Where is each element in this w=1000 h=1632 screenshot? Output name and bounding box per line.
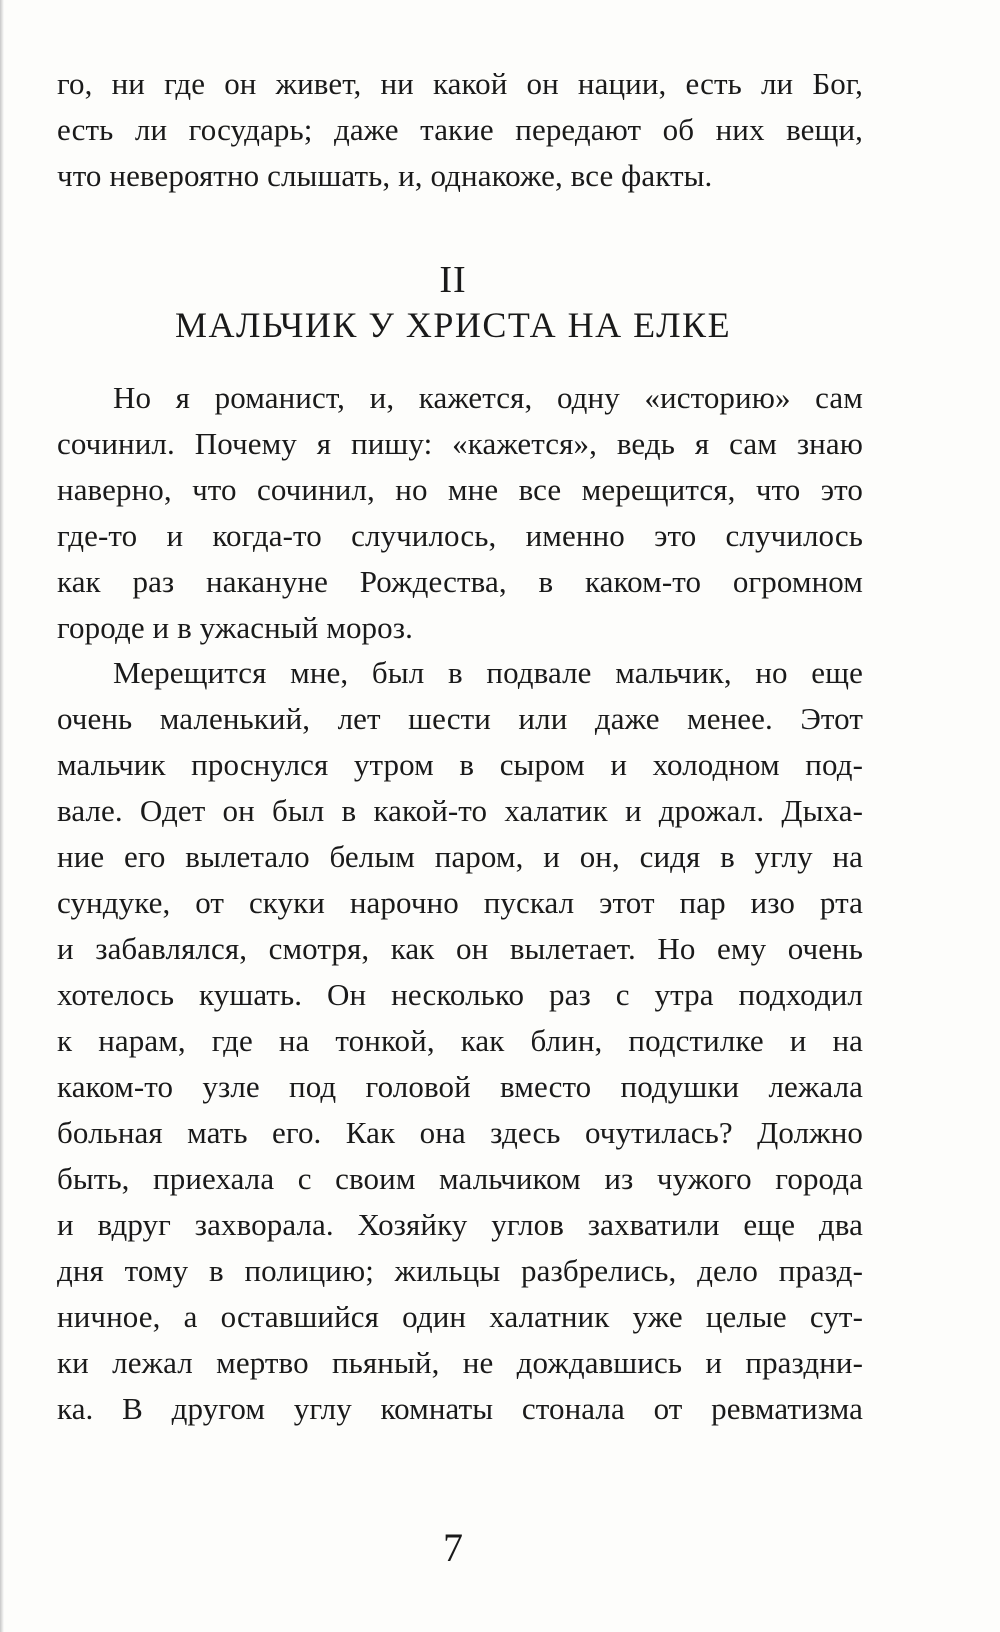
paragraph1-line: сочинил. Почему я пишу: «кажется», ведь я сам знаю [57,426,863,461]
intro-line: го, ни где он живет, ни какой он нации, есть ли Бог, [57,66,863,101]
paragraph1-line: городе и в ужасный мороз. [57,610,413,645]
paragraph2-line: ка. В другом углу комнаты стонала от ревматизма [57,1391,863,1426]
paragraph2-line: дня тому в полицию; жильцы разбрелись, дело празд- [57,1253,863,1288]
paragraph2-line: Мерещится мне, был в подвале мальчик, но еще [113,655,863,690]
paragraph2-line: очень маленький, лет шести или даже менее. Этот [57,701,863,736]
paragraph2-line: и забавлялся, смотря, как он вылетает. Но ему очень [57,931,863,966]
paragraph2-line: хотелось кушать. Он несколько раз с утра подходил [57,977,863,1012]
paragraph2-line: больная мать его. Как она здесь очутилась? Должно [57,1115,863,1150]
paragraph1-line: Но я романист, и, кажется, одну «историю» сам [113,380,863,415]
paragraph2-line: каком-то узле под головой вместо подушки лежала [57,1069,863,1104]
paragraph1-line: как раз накануне Рождества, в каком-то огромном [57,564,863,599]
paragraph2-line: сундуке, от скуки нарочно пускал этот пар изо рта [57,885,863,920]
paragraph2-line: мальчик проснулся утром в сыром и холодном под- [57,747,863,782]
paragraph2-line: вале. Одет он был в какой-то халатик и дрожал. Дыха- [57,793,863,828]
paragraph1-line: где-то и когда-то случилось, именно это случилось [57,518,863,553]
paragraph2-line: и вдруг захворала. Хозяйку углов захватили еще два [57,1207,863,1242]
paragraph2-line: ки лежал мертво пьяный, не дождавшись и праздни- [57,1345,863,1380]
chapter-number: II [439,259,467,301]
paragraph2-line: ничное, а оставшийся один халатник уже целые сут- [57,1299,863,1334]
page-edge-shadow [0,0,4,1632]
paragraph2-line: ние его вылетало белым паром, и он, сидя в углу на [57,839,863,874]
chapter-title: МАЛЬЧИК У ХРИСТА НА ЕЛКЕ [174,305,732,345]
paragraph2-line: к нарам, где на тонкой, как блин, подстилке и на [57,1023,863,1058]
intro-line: есть ли государь; даже такие передают об них вещи, [57,112,863,147]
paragraph1-line: наверно, что сочинил, но мне все мерещится, что это [57,472,863,507]
paragraph2-line: быть, приехала с своим мальчиком из чужого города [57,1161,863,1196]
intro-line: что невероятно слышать, и, однакоже, все факты. [57,158,713,193]
page-number: 7 [443,1525,463,1570]
